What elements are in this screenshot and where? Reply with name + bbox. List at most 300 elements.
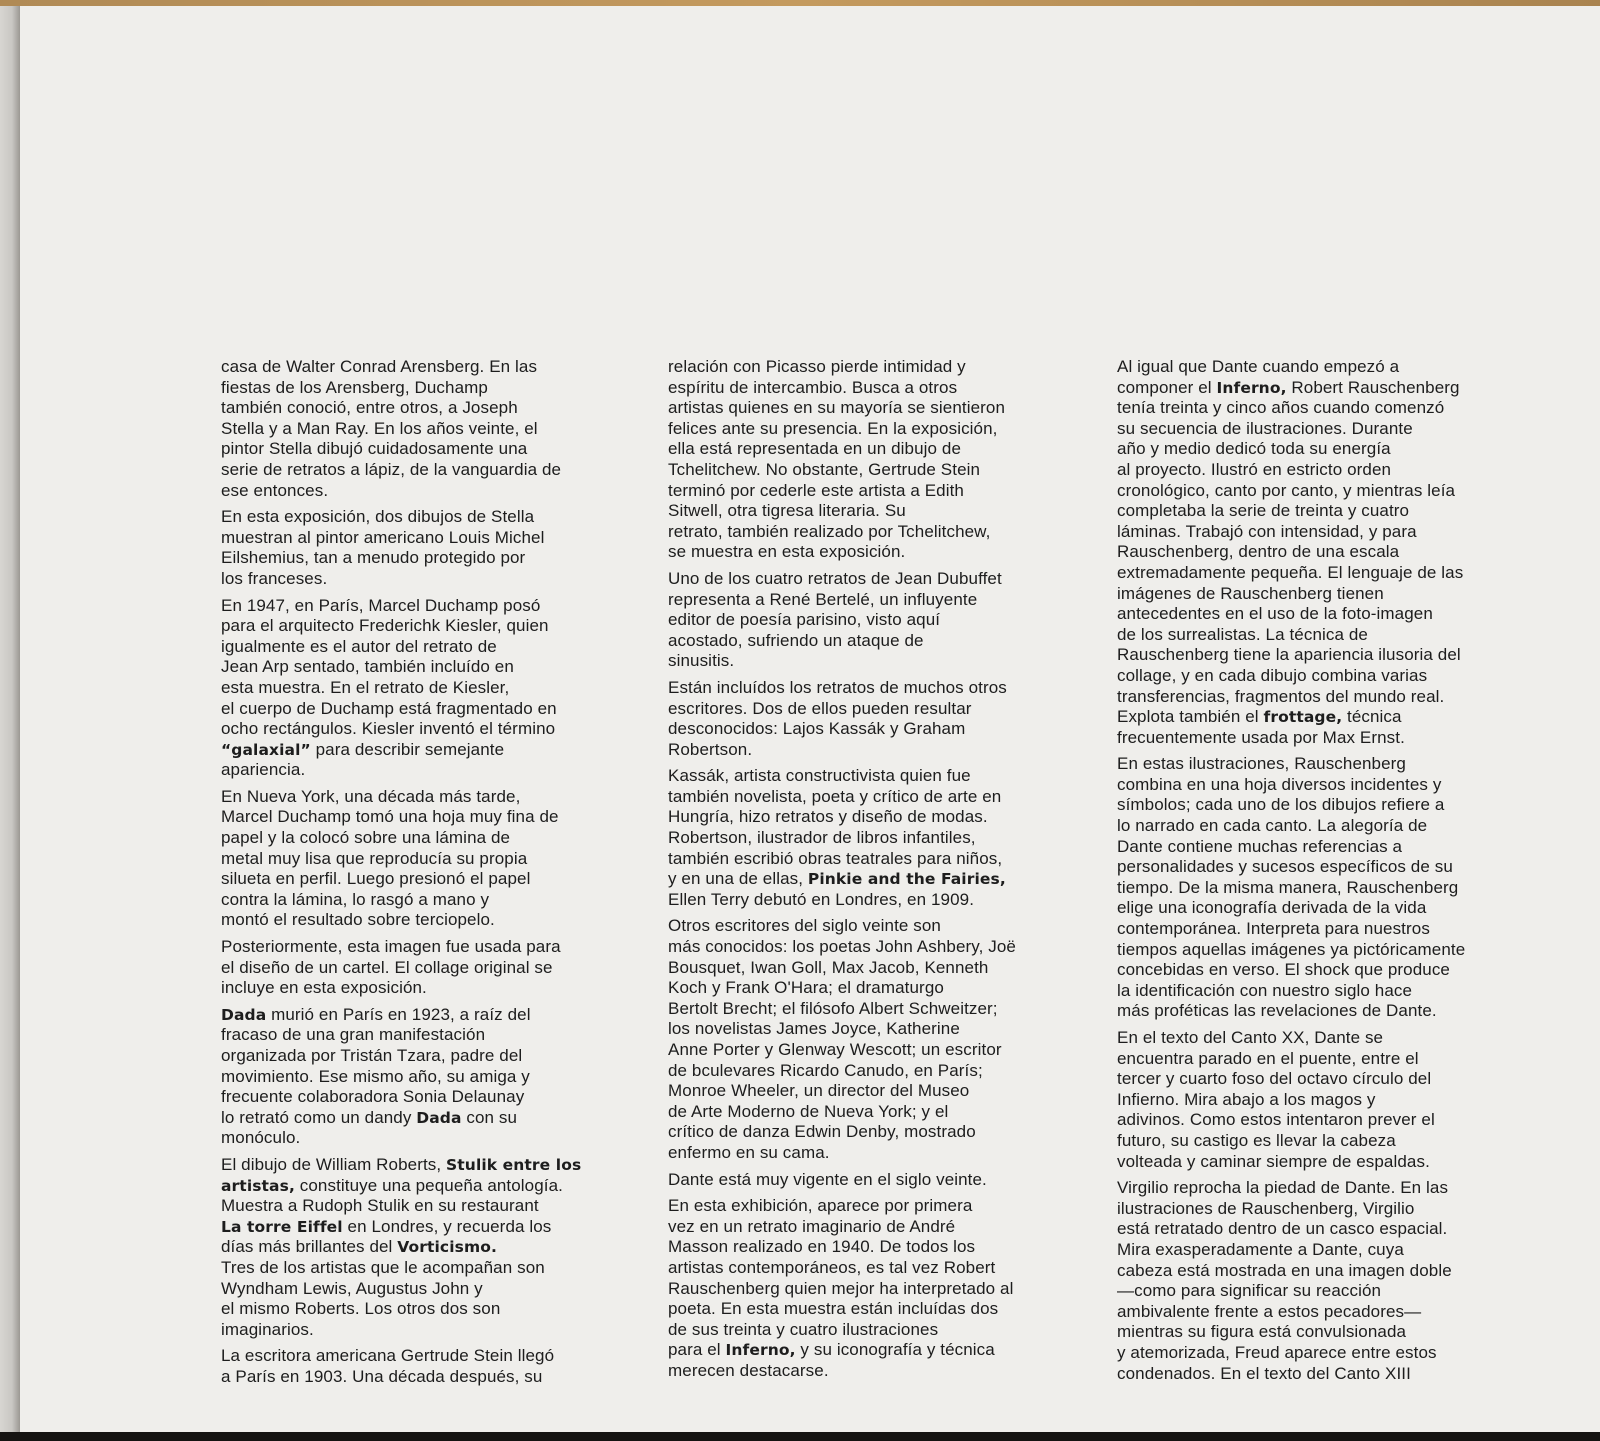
text-line bbox=[668, 1196, 1088, 1217]
text-line bbox=[1117, 542, 1537, 563]
text-line bbox=[668, 1217, 1088, 1238]
text-line bbox=[1117, 439, 1537, 460]
text-run: imágenes de Rauschenberg tienen bbox=[1117, 583, 1384, 603]
text-run: y atemorizada, Freud aparece entre estos bbox=[1117, 1342, 1437, 1362]
text-run: de Arte Moderno de Nueva York; y el bbox=[668, 1101, 949, 1121]
text-run: combina en una hoja diversos incidentes y bbox=[1117, 774, 1442, 794]
text-line bbox=[668, 398, 1088, 419]
text-line bbox=[668, 522, 1088, 543]
paragraph bbox=[221, 357, 641, 501]
text-line bbox=[668, 1102, 1088, 1123]
paragraph bbox=[221, 1346, 641, 1387]
text-run: organizada por Tristán Tzara, padre del bbox=[221, 1046, 523, 1065]
text-run: escritores. Dos de ellos pueden resultar bbox=[668, 698, 972, 718]
text-run: representa a René Bertelé, un influyente bbox=[668, 589, 978, 609]
text-run: está retratado dentro de un casco espacial. bbox=[1117, 1219, 1448, 1239]
text-run: La escritora americana Gertrude Stein llegó bbox=[221, 1346, 555, 1366]
text-line bbox=[668, 719, 1088, 740]
bold-term: Stulik entre los bbox=[446, 1155, 582, 1174]
text-line bbox=[668, 916, 1088, 937]
text-run: felices ante su presencia. En la exposición, bbox=[668, 418, 998, 438]
text-run: tercer y cuarto foso del octavo círculo del bbox=[1117, 1069, 1432, 1089]
text-line bbox=[1117, 1261, 1537, 1282]
paragraph bbox=[668, 766, 1088, 910]
text-line bbox=[221, 1108, 641, 1129]
text-run: apariencia. bbox=[221, 760, 306, 780]
text-run: para describir semejante bbox=[310, 739, 505, 759]
text-line bbox=[668, 651, 1088, 672]
text-line bbox=[221, 616, 641, 637]
text-line bbox=[668, 357, 1088, 378]
text-line bbox=[221, 637, 641, 658]
text-line bbox=[668, 631, 1088, 652]
text-line bbox=[1117, 816, 1537, 837]
text-line bbox=[221, 978, 641, 999]
text-line bbox=[1117, 1281, 1537, 1302]
text-line bbox=[1117, 481, 1537, 502]
paragraph bbox=[221, 787, 641, 931]
text-run: serie de retratos a lápiz, de la vanguardia de bbox=[221, 459, 562, 479]
text-line bbox=[221, 1237, 641, 1258]
text-line bbox=[221, 807, 641, 828]
text-line bbox=[221, 1346, 641, 1367]
text-line bbox=[1117, 687, 1537, 708]
text-run: láminas. Trabajó con intensidad, y para bbox=[1117, 521, 1417, 541]
text-run: ella está representada en un dibujo de bbox=[668, 439, 962, 459]
paragraph bbox=[221, 1005, 641, 1149]
text-run: igualmente es el autor del retrato de bbox=[221, 636, 497, 656]
text-line bbox=[1117, 857, 1537, 878]
text-run: contra la lámina, lo rasgó a mano y bbox=[221, 889, 490, 909]
text-run: de los surrealistas. La técnica de bbox=[1117, 624, 1368, 644]
text-line bbox=[668, 869, 1088, 890]
text-run: símbolos; cada uno de los dibujos refiere a bbox=[1117, 795, 1445, 815]
text-line bbox=[668, 937, 1088, 958]
text-run: tiempos aquellas imágenes ya pictóricamente bbox=[1117, 939, 1466, 959]
text-run: movimiento. Ese mismo año, su amiga y bbox=[221, 1066, 530, 1086]
text-line bbox=[668, 678, 1088, 699]
text-run: los novelistas James Joyce, Katherine bbox=[668, 1019, 960, 1039]
text-run: metal muy lisa que reproducía su propia bbox=[221, 848, 528, 868]
bold-term: Inferno, bbox=[1216, 378, 1287, 397]
text-run: transferencias, fragmentos del mundo real. bbox=[1117, 686, 1445, 706]
text-run: esta muestra. En el retrato de Kiesler, bbox=[221, 677, 510, 697]
text-line bbox=[668, 999, 1088, 1020]
text-line bbox=[1117, 563, 1537, 584]
text-run: silueta en perfil. Luego presionó el papel bbox=[221, 869, 531, 889]
text-line bbox=[668, 849, 1088, 870]
text-line bbox=[668, 890, 1088, 911]
text-run: Robertson, ilustrador de libros infantiles, bbox=[668, 828, 976, 848]
text-run: Eilshemius, tan a menudo protegido por bbox=[221, 548, 526, 568]
text-run: ambivalente frente a estos pecadores— bbox=[1117, 1301, 1422, 1321]
text-run: montó el resultado sobre terciopelo. bbox=[221, 910, 495, 930]
text-line bbox=[221, 507, 641, 528]
text-column-2 bbox=[668, 357, 1088, 1388]
text-line bbox=[1117, 960, 1537, 981]
paragraph bbox=[1117, 1178, 1537, 1384]
text-line bbox=[221, 1067, 641, 1088]
text-line bbox=[221, 1128, 641, 1149]
text-run: Stella y a Man Ray. En los años veinte, el bbox=[221, 418, 538, 438]
text-run: Sitwell, otra tigresa literaria. Su bbox=[668, 501, 906, 521]
text-run: técnica bbox=[1342, 707, 1402, 727]
text-line bbox=[1117, 645, 1537, 666]
text-run: poeta. En esta muestra están incluídas dos bbox=[668, 1299, 999, 1319]
paragraph bbox=[668, 1196, 1088, 1381]
text-run: papel y la colocó sobre una lámina de bbox=[221, 828, 511, 848]
text-run: el cuerpo de Duchamp está fragmentado en bbox=[221, 698, 557, 718]
text-line bbox=[221, 1299, 641, 1320]
paragraph bbox=[221, 507, 641, 589]
text-run: —como para significar su reacción bbox=[1117, 1281, 1382, 1301]
paragraph bbox=[221, 937, 641, 999]
text-run: vez en un retrato imaginario de André bbox=[668, 1216, 956, 1236]
text-run: incluye en esta exposición. bbox=[221, 978, 427, 998]
paragraph bbox=[668, 357, 1088, 563]
text-line bbox=[221, 398, 641, 419]
text-run: su secuencia de ilustraciones. Durante bbox=[1117, 418, 1413, 438]
text-line bbox=[1117, 625, 1537, 646]
text-run: cronológico, canto por canto, y mientras leía bbox=[1117, 480, 1456, 500]
bold-term: frottage, bbox=[1263, 708, 1343, 727]
text-line bbox=[668, 1279, 1088, 1300]
text-run: Virgilio reprocha la piedad de Dante. En las bbox=[1117, 1178, 1449, 1198]
text-run: de sus treinta y cuatro ilustraciones bbox=[668, 1319, 939, 1339]
paragraph bbox=[668, 916, 1088, 1163]
text-line bbox=[1117, 584, 1537, 605]
text-run: editor de poesía parisino, visto aquí bbox=[668, 610, 941, 630]
text-run: Posteriormente, esta imagen fue usada para bbox=[221, 937, 561, 957]
paragraph bbox=[221, 1155, 641, 1340]
text-column-3 bbox=[1117, 357, 1537, 1390]
text-run: el diseño de un cartel. El collage original se bbox=[221, 957, 553, 977]
text-run: enfermo en su cama. bbox=[668, 1142, 830, 1162]
text-run: Al igual que Dante cuando empezó a bbox=[1117, 357, 1400, 376]
text-line bbox=[1117, 837, 1537, 858]
text-run: Wyndham Lewis, Augustus John y bbox=[221, 1278, 483, 1298]
text-line bbox=[1117, 795, 1537, 816]
text-line bbox=[1117, 1240, 1537, 1261]
text-run: Monroe Wheeler, un director del Museo bbox=[668, 1081, 970, 1101]
text-line bbox=[668, 1143, 1088, 1164]
text-line bbox=[1117, 981, 1537, 1002]
text-line bbox=[221, 439, 641, 460]
text-run: espíritu de intercambio. Busca a otros bbox=[668, 377, 958, 397]
bold-term: Dada bbox=[221, 1005, 267, 1024]
text-run: futuro, su castigo es llevar la cabeza bbox=[1117, 1130, 1396, 1150]
text-run: Bousquet, Iwan Goll, Max Jacob, Kenneth bbox=[668, 957, 989, 977]
text-run: mientras su figura está convulsionada bbox=[1117, 1322, 1407, 1342]
text-run: completaba la serie de treinta y cuatro bbox=[1117, 501, 1410, 521]
text-line bbox=[221, 1025, 641, 1046]
text-line bbox=[221, 1279, 641, 1300]
text-line bbox=[668, 1320, 1088, 1341]
text-line bbox=[221, 419, 641, 440]
paragraph bbox=[1117, 1028, 1537, 1172]
text-line bbox=[1117, 707, 1537, 728]
text-run: Robert Rauschenberg bbox=[1286, 377, 1460, 397]
text-line bbox=[1117, 919, 1537, 940]
text-run: también escribió obras teatrales para niños, bbox=[668, 848, 1003, 868]
text-run: artistas quienes en su mayoría se sientieron bbox=[668, 398, 1006, 418]
text-run: Explota también el bbox=[1117, 707, 1264, 727]
text-run: ocho rectángulos. Kiesler inventó el término bbox=[221, 719, 556, 739]
paragraph bbox=[1117, 357, 1537, 748]
text-line bbox=[668, 828, 1088, 849]
text-run: extremadamente pequeña. El lenguaje de las bbox=[1117, 562, 1464, 582]
text-run: ilustraciones de Rauschenberg, Virgilio bbox=[1117, 1198, 1415, 1218]
text-line bbox=[668, 1258, 1088, 1279]
text-run: personalidades y sucesos específicos de su bbox=[1117, 857, 1453, 877]
text-line bbox=[668, 1340, 1088, 1361]
text-run: Muestra a Rudoph Stulik en su restaurant bbox=[221, 1196, 539, 1216]
text-run: Marcel Duchamp tomó una hoja muy fina de bbox=[221, 807, 559, 827]
text-line bbox=[1117, 728, 1537, 749]
text-run: Rauschenberg quien mejor ha interpretado al bbox=[668, 1278, 1014, 1298]
paragraph bbox=[668, 1170, 1088, 1191]
text-line bbox=[221, 378, 641, 399]
text-line bbox=[668, 699, 1088, 720]
paragraph bbox=[668, 569, 1088, 672]
paragraph bbox=[1117, 754, 1537, 1022]
text-line bbox=[668, 439, 1088, 460]
text-run: condenados. En el texto del Canto XIII bbox=[1117, 1363, 1411, 1383]
text-line bbox=[221, 699, 641, 720]
text-run: adivinos. Como estos intentaron prever el bbox=[1117, 1110, 1435, 1130]
text-run: año y medio dedicó toda su energía bbox=[1117, 439, 1391, 459]
text-run: sinusitis. bbox=[668, 651, 735, 671]
text-line bbox=[668, 569, 1088, 590]
text-line bbox=[1117, 1199, 1537, 1220]
text-run: volteada y caminar siempre de espaldas. bbox=[1117, 1151, 1430, 1171]
text-run: antecedentes en el uso de la foto-imagen bbox=[1117, 604, 1433, 624]
bold-term: Dada bbox=[416, 1108, 462, 1127]
text-line bbox=[221, 958, 641, 979]
text-run: imaginarios. bbox=[221, 1319, 314, 1339]
text-line bbox=[668, 1040, 1088, 1061]
text-run: En Nueva York, una década más tarde, bbox=[221, 786, 521, 806]
text-line bbox=[668, 958, 1088, 979]
text-line bbox=[1117, 1219, 1537, 1240]
text-run: constituye una pequeña antología. bbox=[294, 1175, 563, 1195]
page-binding-edge bbox=[0, 6, 20, 1432]
text-run: con su bbox=[461, 1107, 518, 1127]
text-line bbox=[1117, 1028, 1537, 1049]
text-line bbox=[221, 1176, 641, 1197]
text-run: para el arquitecto Frederichk Kiesler, quien bbox=[221, 616, 549, 636]
text-run: Hungría, hizo retratos y diseño de modas. bbox=[668, 807, 988, 827]
text-line bbox=[221, 657, 641, 678]
text-line bbox=[1117, 1302, 1537, 1323]
bold-term: “galaxial” bbox=[221, 740, 311, 759]
text-line bbox=[221, 678, 641, 699]
text-run: Anne Porter y Glenway Wescott; un escritor bbox=[668, 1040, 1002, 1059]
text-line bbox=[1117, 898, 1537, 919]
text-line bbox=[1117, 419, 1537, 440]
text-line bbox=[221, 357, 641, 378]
text-line bbox=[221, 740, 641, 761]
text-line bbox=[221, 569, 641, 590]
text-run: en Londres, y recuerda los bbox=[342, 1216, 552, 1236]
text-line bbox=[668, 1061, 1088, 1082]
text-run: Kassák, artista constructivista quien fue bbox=[668, 766, 971, 786]
text-line bbox=[668, 1019, 1088, 1040]
text-line bbox=[221, 787, 641, 808]
text-line bbox=[1117, 357, 1537, 378]
text-run: El dibujo de William Roberts, bbox=[221, 1154, 447, 1174]
text-line bbox=[1117, 1178, 1537, 1199]
text-run: el mismo Roberts. Los otros dos son bbox=[221, 1299, 501, 1319]
text-line bbox=[221, 719, 641, 740]
text-run: Rauschenberg, dentro de una escala bbox=[1117, 542, 1400, 562]
bottom-edge-strip bbox=[0, 1432, 1600, 1441]
text-line bbox=[668, 978, 1088, 999]
text-run: los franceses. bbox=[221, 568, 328, 588]
text-line bbox=[1117, 522, 1537, 543]
text-run: tiempo. De la misma manera, Rauschenberg bbox=[1117, 877, 1459, 897]
text-run: Están incluídos los retratos de muchos otros bbox=[668, 677, 1007, 697]
text-line bbox=[221, 890, 641, 911]
bold-term: Inferno, bbox=[725, 1341, 796, 1360]
text-run: fracaso de una gran manifestación bbox=[221, 1025, 486, 1045]
text-run: también novelista, poeta y crítico de arte en bbox=[668, 786, 1002, 806]
text-line bbox=[1117, 1131, 1537, 1152]
text-run: Koch y Frank O'Hara; el dramaturgo bbox=[668, 978, 944, 998]
bold-term: La torre Eiffel bbox=[221, 1217, 343, 1236]
text-line bbox=[1117, 1322, 1537, 1343]
text-line bbox=[1117, 666, 1537, 687]
text-line bbox=[221, 528, 641, 549]
text-run: cabeza está mostrada en una imagen doble bbox=[1117, 1260, 1452, 1280]
text-run: relación con Picasso pierde intimidad y bbox=[668, 357, 966, 376]
text-run: lo narrado en cada canto. La alegoría de bbox=[1117, 816, 1428, 836]
text-run: terminó por cederle este artista a Edith bbox=[668, 480, 964, 500]
text-line bbox=[221, 869, 641, 890]
text-run: al proyecto. Ilustró en estricto orden bbox=[1117, 459, 1392, 479]
text-run: ese entonces. bbox=[221, 480, 329, 500]
text-line bbox=[668, 610, 1088, 631]
text-line bbox=[668, 1361, 1088, 1382]
text-run: retrato, también realizado por Tchelitchew, bbox=[668, 521, 991, 541]
text-run: a París en 1903. Una década después, su bbox=[221, 1366, 543, 1386]
text-line bbox=[668, 419, 1088, 440]
text-run: collage, y en cada dibujo combina varias bbox=[1117, 665, 1428, 685]
text-run: Dante está muy vigente en el siglo veinte. bbox=[668, 1169, 987, 1189]
text-run: elige una iconografía derivada de la vida bbox=[1117, 898, 1427, 918]
text-run: muestran al pintor americano Louis Michel bbox=[221, 527, 545, 547]
text-line bbox=[1117, 878, 1537, 899]
text-line bbox=[221, 910, 641, 931]
text-run: Dante contiene muchas referencias a bbox=[1117, 836, 1403, 856]
text-run: murió en París en 1923, a raíz del bbox=[266, 1004, 531, 1024]
text-line bbox=[1117, 940, 1537, 961]
text-line bbox=[221, 548, 641, 569]
text-line bbox=[668, 481, 1088, 502]
text-run: En estas ilustraciones, Rauschenberg bbox=[1117, 754, 1406, 774]
text-run: acostado, sufriendo un ataque de bbox=[668, 630, 924, 650]
text-line bbox=[221, 1320, 641, 1341]
text-line bbox=[221, 1087, 641, 1108]
text-line bbox=[221, 1217, 641, 1238]
text-line bbox=[1117, 460, 1537, 481]
text-line bbox=[221, 849, 641, 870]
text-line bbox=[221, 1196, 641, 1217]
text-run: también conoció, entre otros, a Joseph bbox=[221, 398, 518, 418]
text-line bbox=[668, 460, 1088, 481]
text-run: de bculevares Ricardo Canudo, en París; bbox=[668, 1060, 983, 1080]
text-run: En el texto del Canto XX, Dante se bbox=[1117, 1028, 1384, 1047]
text-line bbox=[1117, 378, 1537, 399]
text-run: pintor Stella dibujó cuidadosamente una bbox=[221, 439, 528, 459]
text-column-1 bbox=[221, 357, 641, 1394]
text-line bbox=[668, 590, 1088, 611]
text-line bbox=[668, 1237, 1088, 1258]
text-run: y en una de ellas, bbox=[668, 869, 808, 889]
text-line bbox=[668, 807, 1088, 828]
text-line bbox=[668, 766, 1088, 787]
text-line bbox=[221, 1155, 641, 1176]
text-run: monóculo. bbox=[221, 1128, 301, 1148]
text-line bbox=[221, 1046, 641, 1067]
text-run: Tchelitchew. No obstante, Gertrude Stein bbox=[668, 459, 981, 479]
paragraph bbox=[221, 596, 641, 781]
text-run: Jean Arp sentado, también incluído en bbox=[221, 657, 514, 677]
text-run: encuentra parado en el puente, entre el bbox=[1117, 1048, 1419, 1068]
text-line bbox=[1117, 398, 1537, 419]
text-line bbox=[221, 481, 641, 502]
text-run: En esta exposición, dos dibujos de Stella bbox=[221, 507, 535, 527]
paragraph bbox=[668, 678, 1088, 760]
text-run: Infierno. Mira abajo a los magos y bbox=[1117, 1089, 1376, 1109]
text-run: lo retrató como un dandy bbox=[221, 1107, 417, 1127]
text-line bbox=[1117, 1343, 1537, 1364]
text-line bbox=[668, 1299, 1088, 1320]
text-run: más proféticas las revelaciones de Dante. bbox=[1117, 1001, 1437, 1021]
text-run: fiestas de los Arensberg, Duchamp bbox=[221, 377, 488, 397]
text-run: Mira exasperadamente a Dante, cuya bbox=[1117, 1239, 1404, 1259]
text-run: componer el bbox=[1117, 377, 1217, 397]
text-run: Ellen Terry debutó en Londres, en 1909. bbox=[668, 889, 975, 909]
text-line bbox=[221, 596, 641, 617]
text-run: tenía treinta y cinco años cuando comenzó bbox=[1117, 398, 1445, 418]
text-run: más conocidos: los poetas John Ashbery, Joë bbox=[668, 937, 1016, 957]
text-run: frecuente colaboradora Sonia Delaunay bbox=[221, 1087, 525, 1107]
text-run: Tres de los artistas que le acompañan son bbox=[221, 1257, 545, 1277]
text-line bbox=[668, 542, 1088, 563]
text-line bbox=[1117, 1001, 1537, 1022]
bold-term: Vorticismo. bbox=[397, 1238, 497, 1257]
text-run: contemporánea. Interpreta para nuestros bbox=[1117, 919, 1430, 939]
text-line bbox=[221, 828, 641, 849]
text-line bbox=[221, 1367, 641, 1388]
text-run: En esta exhibición, aparece por primera bbox=[668, 1196, 973, 1216]
text-run: Robertson. bbox=[668, 739, 753, 759]
text-run: casa de Walter Conrad Arensberg. En las bbox=[221, 357, 538, 376]
text-line bbox=[1117, 604, 1537, 625]
text-run: frecuentemente usada por Max Ernst. bbox=[1117, 727, 1405, 747]
text-line bbox=[668, 1170, 1088, 1191]
text-run: para el bbox=[668, 1340, 726, 1360]
text-run: Otros escritores del siglo veinte son bbox=[668, 916, 941, 936]
text-line bbox=[668, 501, 1088, 522]
text-run: Rauschenberg tiene la apariencia ilusoria del bbox=[1117, 645, 1461, 665]
text-line bbox=[1117, 1364, 1537, 1385]
text-run: concebidas en verso. El shock que produce bbox=[1117, 960, 1450, 980]
text-run: desconocidos: Lajos Kassák y Graham bbox=[668, 719, 966, 739]
text-run: En 1947, en París, Marcel Duchamp posó bbox=[221, 595, 541, 615]
text-line bbox=[1117, 754, 1537, 775]
